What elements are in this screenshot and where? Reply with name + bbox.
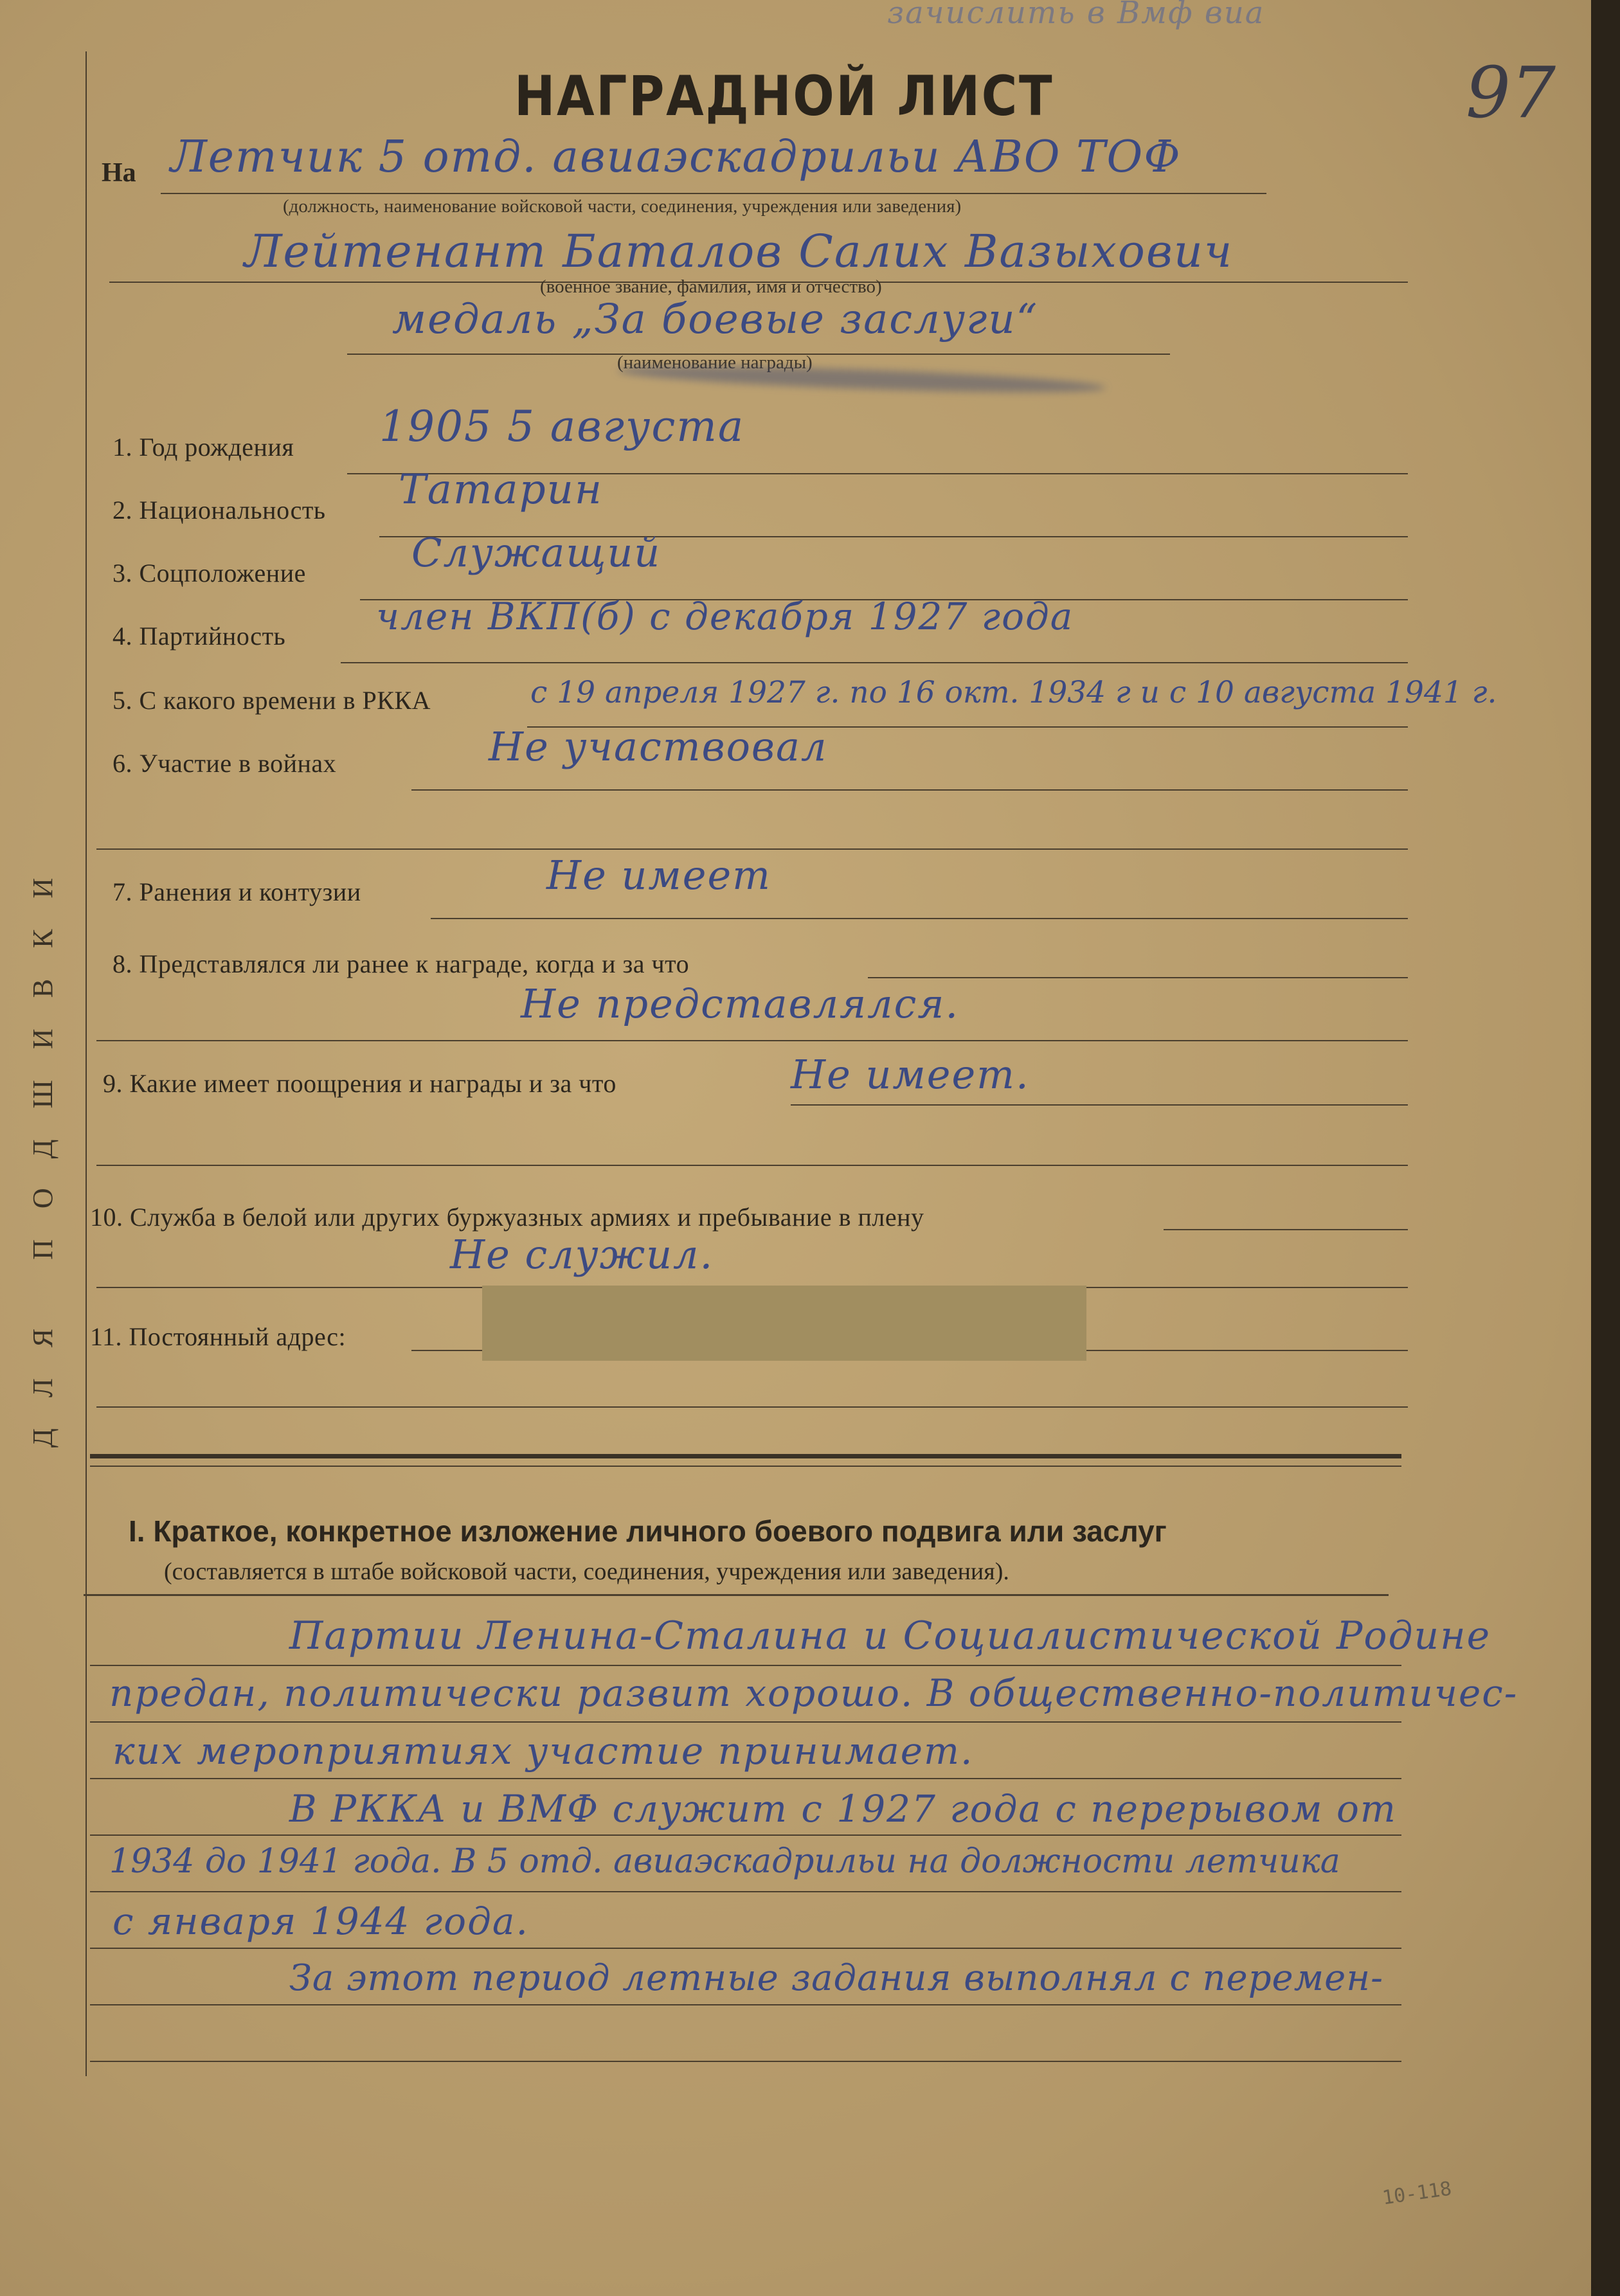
field-value-previous-award: Не представлялся. — [521, 980, 960, 1027]
name-value: Лейтенант Баталов Салих Вазыхович — [244, 225, 1234, 278]
narrative-line — [90, 1721, 1401, 1723]
field-line-extra — [96, 848, 1408, 850]
narrative-line — [90, 2061, 1401, 2062]
field-label-decorations: 9. Какие имеет поощрения и награды и за что — [103, 1069, 616, 1098]
binding-label-text: ДЛЯ ПОДШИВКИ — [27, 847, 59, 1448]
position-line — [161, 193, 1266, 194]
narrative-line — [90, 1778, 1401, 1779]
narrative-line — [90, 1834, 1401, 1836]
scan-background-edge — [1591, 0, 1620, 2296]
narrative-line-5: 1934 до 1941 года. В 5 отд. авиаэскадрильи на должности летчика — [109, 1842, 1340, 1881]
field-line-extra — [96, 1165, 1408, 1166]
section-separator — [90, 1454, 1401, 1458]
field-value-wars: Не участвовал — [489, 723, 828, 770]
position-value: Летчик 5 отд. авиаэскадрильи АВО ТОФ — [170, 132, 1182, 183]
narrative-line-4: В РККА и ВМФ служит с 1927 года с перерывом от — [289, 1787, 1397, 1831]
narrative-line — [90, 1948, 1401, 1949]
narrative-line-7: За этот период летные задания выполнял с перемен- — [289, 1957, 1384, 1999]
redacted-address — [482, 1286, 1086, 1361]
to-label: На — [102, 158, 136, 188]
field-value-social-status: Служащий — [411, 529, 662, 576]
narrative-line-6: с января 1944 года. — [113, 1899, 529, 1943]
field-value-party: член ВКП(б) с декабря 1927 года — [376, 595, 1074, 638]
award-value: медаль „За боевые заслуги“ — [392, 296, 1039, 343]
field-line — [341, 662, 1408, 663]
top-stamp: зачислить в Вмф виа — [887, 0, 1265, 31]
field-label-wounds: 7. Ранения и контузии — [113, 877, 361, 906]
field-line — [411, 789, 1408, 791]
award-caption: (наименование награды) — [617, 352, 813, 373]
narrative-line-3: ких мероприятиях участие принимает. — [113, 1729, 974, 1773]
left-margin-line — [86, 51, 87, 2076]
section-title: I. Краткое, конкретное изложение личного боевого подвига или заслуг — [129, 1514, 1167, 1548]
field-value-white-army: Не служил. — [450, 1231, 714, 1278]
narrative-line — [90, 1891, 1401, 1892]
field-label-address: 11. Постоянный адрес: — [90, 1322, 346, 1351]
field-line — [791, 1104, 1408, 1106]
page-number: 97 — [1466, 51, 1556, 134]
field-value-nationality: Татарин — [399, 466, 604, 514]
field-label-army-since: 5. С какого времени в РККА — [113, 686, 431, 715]
archive-mark: 10-118 — [1381, 2177, 1454, 2210]
section-subtitle: (составляется в штабе войсковой части, соединения, учреждения или заведения). — [164, 1558, 1009, 1585]
field-value-decorations: Не имеет. — [791, 1051, 1030, 1098]
field-label-party: 4. Партийность — [113, 622, 286, 650]
narrative-line — [90, 1665, 1401, 1666]
page-title: НАГРАДНОЙ ЛИСТ — [514, 64, 1054, 129]
binding-label — [14, 787, 72, 1507]
field-line — [1164, 1229, 1408, 1230]
field-label-wars: 6. Участие в войнах — [113, 749, 337, 778]
narrative-line — [90, 2004, 1401, 2005]
field-line — [431, 918, 1408, 919]
name-caption: (военное звание, фамилия, имя и отчество) — [540, 276, 882, 297]
field-label-social-status: 3. Соцположение — [113, 559, 306, 587]
ink-smudge — [617, 361, 1106, 398]
field-label-white-army: 10. Служба в белой или других буржуазных армиях и пребывание в плену — [90, 1203, 924, 1232]
section-separator-thin — [90, 1466, 1401, 1467]
field-label-birth-year: 1. Год рождения — [113, 433, 294, 462]
field-label-nationality: 2. Национальность — [113, 496, 326, 525]
section-rule — [84, 1594, 1389, 1596]
field-line-extra — [96, 1406, 1408, 1408]
position-caption: (должность, наименование войсковой части, соединения, учреждения или заведения) — [283, 196, 962, 217]
field-value-birth-year: 1905 5 августа — [379, 402, 745, 451]
field-line — [868, 977, 1408, 978]
narrative-line-1: Партии Ленина-Сталина и Социалистической Родине — [289, 1613, 1491, 1658]
field-label-previous-award: 8. Представлялся ли ранее к награде, когда и за что — [113, 949, 690, 978]
narrative-line-2: предан, политически развит хорошо. В общественно-политичес- — [109, 1671, 1518, 1715]
field-line-extra — [96, 1040, 1408, 1041]
field-value-army-since: с 19 апреля 1927 г. по 16 окт. 1934 г и с 10 августа 1941 г. — [530, 675, 1497, 710]
field-value-wounds: Не имеет — [546, 852, 771, 899]
